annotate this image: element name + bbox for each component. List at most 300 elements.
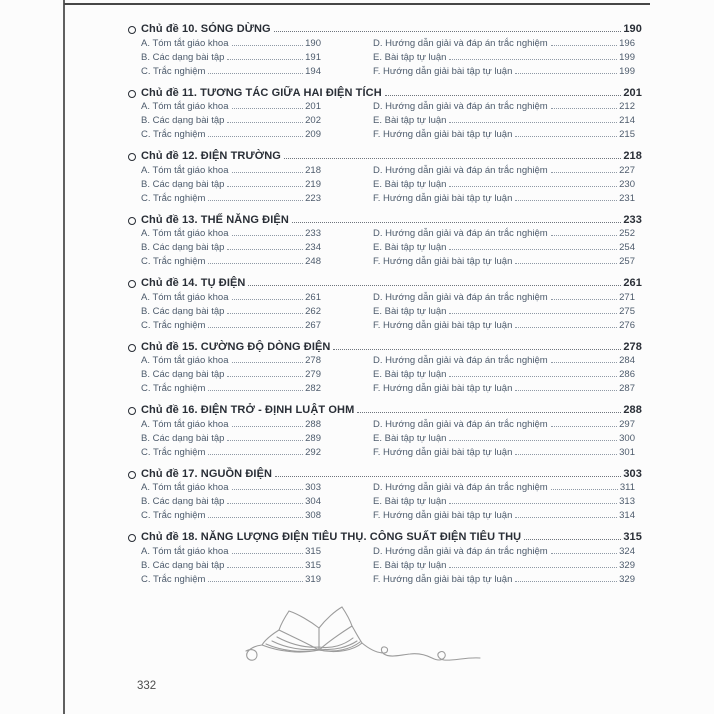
- toc-chapter: [128, 277, 642, 334]
- toc-item-label: C. Trắc nghiệm: [141, 573, 206, 585]
- toc-item: [373, 292, 635, 306]
- toc-item-label: A. Tóm tắt giáo khoa: [141, 355, 229, 366]
- toc-item-page: 275: [619, 305, 635, 317]
- toc-chapter: [128, 531, 642, 588]
- toc-item-label: F. Hướng dẫn giải bài tập tự luận: [373, 383, 513, 394]
- toc-item: [373, 383, 635, 397]
- dot-leader: [385, 95, 622, 96]
- circle-bullet-icon: [128, 407, 136, 415]
- toc-item-page: 230: [619, 178, 635, 190]
- toc-item: [141, 320, 321, 334]
- dot-leader: [449, 313, 617, 314]
- toc-item-label: B. Các dạng bài tập: [141, 51, 225, 63]
- toc-item: [373, 433, 635, 447]
- toc-right-column: [373, 101, 635, 143]
- toc-item-page: 212: [619, 101, 635, 112]
- toc-item-label: C. Trắc nghiệm: [141, 510, 206, 521]
- toc-item-label: B. Các dạng bài tập: [141, 305, 225, 317]
- toc-item-page: 214: [619, 115, 635, 126]
- toc-left-column: [141, 38, 321, 80]
- toc-item-page: 201: [305, 101, 321, 112]
- toc-chapter-heading: [128, 214, 642, 229]
- dot-leader: [515, 517, 617, 518]
- toc-chapter-columns: [128, 38, 642, 80]
- toc-chapter-title: Chủ đề 13. THẾ NĂNG ĐIỆN: [141, 213, 289, 226]
- toc-item: [141, 482, 321, 496]
- toc-item-page: 300: [619, 432, 635, 444]
- dot-leader: [248, 285, 621, 286]
- toc-item: [373, 256, 635, 270]
- toc-item: [141, 129, 321, 143]
- dot-leader: [208, 454, 303, 455]
- toc-item-label: E. Bài tập tự luận: [373, 115, 447, 126]
- toc-chapter-columns: [128, 228, 642, 270]
- dot-leader: [227, 122, 303, 123]
- toc-item: [141, 419, 321, 433]
- toc-left-column: [141, 292, 321, 334]
- toc-item-label: C. Trắc nghiệm: [141, 129, 206, 140]
- dot-leader: [515, 327, 617, 328]
- toc-item-page: 190: [305, 37, 321, 49]
- toc-item: [141, 546, 321, 560]
- toc-item-page: 324: [619, 545, 635, 557]
- toc-item-label: C. Trắc nghiệm: [141, 65, 206, 77]
- dot-leader: [208, 390, 303, 391]
- toc-item: [373, 419, 635, 433]
- toc-chapter: [128, 404, 642, 461]
- dot-leader: [232, 108, 304, 109]
- toc-item: [141, 306, 321, 320]
- toc-item-page: 301: [619, 446, 635, 458]
- toc-chapter: [128, 214, 642, 271]
- toc-item-label: B. Các dạng bài tập: [141, 242, 225, 253]
- dot-leader: [227, 186, 303, 187]
- page-edge-vertical-line: [63, 0, 65, 714]
- toc-right-column: [373, 546, 635, 588]
- toc-item-page: 289: [305, 432, 321, 444]
- dot-leader: [275, 476, 621, 477]
- toc-item: [373, 306, 635, 320]
- dot-leader: [449, 122, 617, 123]
- flourish-left-loop: [246, 645, 262, 660]
- toc-item-page: 231: [619, 192, 635, 204]
- dot-leader: [208, 517, 303, 518]
- toc-left-column: [141, 101, 321, 143]
- toc-item-page: 215: [619, 129, 635, 140]
- dot-leader: [208, 136, 303, 137]
- toc-item: [141, 193, 321, 207]
- book-page-edge-2: [272, 641, 357, 650]
- toc-item-label: E. Bài tập tự luận: [373, 559, 447, 571]
- dot-leader: [232, 235, 304, 236]
- toc-left-column: [141, 546, 321, 588]
- dot-leader: [232, 45, 304, 46]
- toc-item: [141, 560, 321, 574]
- toc-chapter-title: Chủ đề 15. CƯỜNG ĐỘ DÒNG ĐIỆN: [141, 340, 331, 353]
- toc-item-label: D. Hướng dẫn giải và đáp án trắc nghiệm: [373, 482, 548, 493]
- open-book-line-art-illustration: [238, 592, 488, 676]
- toc-item-page: 254: [619, 242, 635, 253]
- toc-item-label: A. Tóm tắt giáo khoa: [141, 101, 229, 112]
- toc-item-label: A. Tóm tắt giáo khoa: [141, 228, 229, 239]
- dot-leader: [551, 45, 617, 46]
- toc-item: [141, 433, 321, 447]
- dot-leader: [227, 313, 303, 314]
- toc-item-label: F. Hướng dẫn giải bài tập tự luận: [373, 192, 513, 204]
- toc-item: [373, 129, 635, 143]
- toc-item-page: 319: [305, 573, 321, 585]
- dot-leader: [208, 263, 303, 264]
- dot-leader: [357, 412, 621, 413]
- toc-item-label: B. Các dạng bài tập: [141, 178, 225, 190]
- toc-chapter-title: Chủ đề 18. NĂNG LƯỢNG ĐIỆN TIÊU THỤ. CÔNG SUẤT ĐIỆN TIÊU THỤ: [141, 531, 522, 543]
- dot-leader: [449, 567, 617, 568]
- dot-leader: [284, 158, 621, 159]
- dot-leader: [515, 200, 617, 201]
- toc-item: [141, 355, 321, 369]
- toc-item-label: D. Hướng dẫn giải và đáp án trắc nghiệm: [373, 355, 548, 366]
- toc-item-page: 278: [305, 355, 321, 366]
- dot-leader: [208, 581, 303, 582]
- circle-bullet-icon: [128, 280, 136, 288]
- toc-item-page: 276: [619, 319, 635, 331]
- book-page-edge-1: [277, 637, 353, 648]
- dot-leader: [449, 440, 617, 441]
- dot-leader: [551, 235, 617, 236]
- toc-item-label: C. Trắc nghiệm: [141, 383, 206, 394]
- toc-right-column: [373, 228, 635, 270]
- toc-item-label: A. Tóm tắt giáo khoa: [141, 545, 229, 557]
- toc-item-page: 297: [619, 418, 635, 430]
- toc-chapter-page: 233: [623, 213, 642, 226]
- toc-item: [141, 179, 321, 193]
- toc-item-label: F. Hướng dẫn giải bài tập tự luận: [373, 510, 513, 521]
- toc-item: [141, 292, 321, 306]
- toc-item-label: F. Hướng dẫn giải bài tập tự luận: [373, 129, 513, 140]
- toc-item: [141, 66, 321, 80]
- toc-item-page: 303: [305, 482, 321, 493]
- toc-item: [373, 115, 635, 129]
- toc-chapter-title: Chủ đề 11. TƯƠNG TÁC GIỮA HAI ĐIỆN TÍCH: [141, 86, 382, 99]
- toc-item-label: E. Bài tập tự luận: [373, 178, 447, 190]
- dot-leader: [551, 553, 617, 554]
- toc-left-column: [141, 482, 321, 524]
- toc-item-page: 287: [619, 383, 635, 394]
- toc-item-page: 199: [619, 65, 635, 77]
- toc-item: [373, 510, 635, 524]
- toc-chapter-columns: [128, 482, 642, 524]
- toc-item-page: 271: [619, 291, 635, 303]
- toc-item: [373, 242, 635, 256]
- toc-item-label: D. Hướng dẫn giải và đáp án trắc nghiệm: [373, 37, 548, 49]
- toc-left-column: [141, 419, 321, 461]
- dot-leader: [515, 454, 617, 455]
- table-of-contents: [128, 16, 642, 588]
- toc-chapter-heading: [128, 341, 642, 356]
- toc-item: [141, 256, 321, 270]
- toc-item: [373, 482, 635, 496]
- toc-item-label: E. Bài tập tự luận: [373, 496, 447, 507]
- toc-chapter-title: Chủ đề 12. ĐIỆN TRƯỜNG: [141, 150, 281, 162]
- toc-item-page: 202: [305, 115, 321, 126]
- dot-leader: [515, 263, 617, 264]
- dot-leader: [232, 489, 304, 490]
- toc-item-page: 233: [305, 228, 321, 239]
- dot-leader: [449, 503, 617, 504]
- dot-leader: [551, 299, 617, 300]
- dot-leader: [515, 136, 617, 137]
- dot-leader: [232, 172, 304, 173]
- toc-item: [373, 560, 635, 574]
- toc-item-label: C. Trắc nghiệm: [141, 256, 206, 267]
- toc-item-page: 252: [619, 228, 635, 239]
- toc-chapter: [128, 150, 642, 207]
- circle-bullet-icon: [128, 153, 136, 161]
- toc-chapter-heading: [128, 531, 642, 546]
- toc-item: [373, 355, 635, 369]
- toc-item-page: 219: [305, 178, 321, 190]
- toc-chapter-page: 218: [623, 150, 642, 162]
- toc-left-column: [141, 355, 321, 397]
- toc-item-label: D. Hướng dẫn giải và đáp án trắc nghiệm: [373, 291, 548, 303]
- toc-item-label: F. Hướng dẫn giải bài tập tự luận: [373, 573, 513, 585]
- dot-leader: [227, 503, 303, 504]
- toc-item: [141, 447, 321, 461]
- dot-leader: [515, 390, 617, 391]
- circle-bullet-icon: [128, 217, 136, 225]
- toc-right-column: [373, 482, 635, 524]
- toc-item-page: 304: [305, 496, 321, 507]
- dot-leader: [227, 249, 303, 250]
- toc-item-label: C. Trắc nghiệm: [141, 319, 206, 331]
- toc-item: [373, 165, 635, 179]
- toc-item-page: 194: [305, 65, 321, 77]
- toc-item-page: 191: [305, 51, 321, 63]
- toc-item: [141, 38, 321, 52]
- dot-leader: [227, 59, 303, 60]
- toc-chapter-title: Chủ đề 17. NGUỒN ĐIỆN: [141, 467, 273, 480]
- toc-item-page: 329: [619, 559, 635, 571]
- toc-item: [373, 66, 635, 80]
- circle-bullet-icon: [128, 90, 136, 98]
- circle-bullet-icon: [128, 471, 136, 479]
- dot-leader: [449, 249, 617, 250]
- toc-chapter-heading: [128, 404, 642, 419]
- toc-item-label: E. Bài tập tự luận: [373, 242, 447, 253]
- toc-chapter-page: 303: [623, 467, 642, 480]
- toc-chapter-page: 190: [623, 23, 642, 35]
- dot-leader: [551, 108, 617, 109]
- toc-item: [141, 574, 321, 588]
- toc-chapter-columns: [128, 419, 642, 461]
- toc-item-label: C. Trắc nghiệm: [141, 192, 206, 204]
- toc-chapter-columns: [128, 101, 642, 143]
- toc-item-page: 196: [619, 37, 635, 49]
- toc-chapter-heading: [128, 150, 642, 165]
- toc-item: [141, 165, 321, 179]
- toc-item-page: 315: [305, 545, 321, 557]
- dot-leader: [208, 327, 303, 328]
- toc-item-page: 261: [305, 291, 321, 303]
- toc-item-label: B. Các dạng bài tập: [141, 496, 225, 507]
- toc-item: [373, 369, 635, 383]
- toc-item-page: 313: [619, 496, 635, 507]
- toc-item-page: 234: [305, 242, 321, 253]
- toc-item-page: 218: [305, 164, 321, 176]
- toc-item-label: D. Hướng dẫn giải và đáp án trắc nghiệm: [373, 164, 548, 176]
- toc-item-label: D. Hướng dẫn giải và đáp án trắc nghiệm: [373, 418, 548, 430]
- toc-item-page: 223: [305, 192, 321, 204]
- toc-item-label: D. Hướng dẫn giải và đáp án trắc nghiệm: [373, 545, 548, 557]
- toc-item: [373, 574, 635, 588]
- dot-leader: [227, 567, 303, 568]
- toc-item: [373, 193, 635, 207]
- toc-item-page: 209: [305, 129, 321, 140]
- toc-chapter-heading: [128, 277, 642, 292]
- toc-item-page: 286: [619, 369, 635, 380]
- toc-item: [141, 101, 321, 115]
- toc-chapter-title: Chủ đề 10. SÓNG DỪNG: [141, 23, 271, 35]
- circle-bullet-icon: [128, 344, 136, 352]
- toc-item-label: A. Tóm tắt giáo khoa: [141, 164, 229, 176]
- dot-leader: [274, 31, 622, 32]
- dot-leader: [232, 299, 304, 300]
- dot-leader: [551, 172, 617, 173]
- toc-item-label: F. Hướng dẫn giải bài tập tự luận: [373, 65, 513, 77]
- toc-item-label: B. Các dạng bài tập: [141, 115, 225, 126]
- toc-item-page: 227: [619, 164, 635, 176]
- toc-item: [141, 115, 321, 129]
- dot-leader: [227, 376, 303, 377]
- toc-item-label: E. Bài tập tự luận: [373, 305, 447, 317]
- toc-chapter-heading: [128, 468, 642, 483]
- dot-leader: [292, 222, 621, 223]
- dot-leader: [208, 73, 303, 74]
- toc-chapter-title: Chủ đề 14. TỤ ĐIỆN: [141, 277, 246, 289]
- toc-item-label: F. Hướng dẫn giải bài tập tự luận: [373, 256, 513, 267]
- toc-item-page: 308: [305, 510, 321, 521]
- toc-chapter-columns: [128, 355, 642, 397]
- toc-chapter-page: 288: [623, 404, 642, 416]
- toc-chapter-columns: [128, 165, 642, 207]
- toc-chapter: [128, 23, 642, 80]
- dot-leader: [449, 59, 617, 60]
- toc-item-label: E. Bài tập tự luận: [373, 432, 447, 444]
- dot-leader: [551, 489, 618, 490]
- toc-right-column: [373, 355, 635, 397]
- dot-leader: [551, 362, 617, 363]
- toc-chapter-columns: [128, 292, 642, 334]
- toc-chapter-page: 278: [623, 340, 642, 353]
- toc-item-page: 262: [305, 305, 321, 317]
- toc-item-page: 282: [305, 383, 321, 394]
- toc-chapter-title: Chủ đề 16. ĐIỆN TRỞ - ĐỊNH LUẬT OHM: [141, 404, 355, 416]
- toc-item-label: A. Tóm tắt giáo khoa: [141, 291, 229, 303]
- dot-leader: [333, 349, 621, 350]
- dot-leader: [232, 362, 304, 363]
- toc-item: [373, 101, 635, 115]
- toc-chapter-columns: [128, 546, 642, 588]
- toc-item-page: 311: [619, 482, 635, 493]
- toc-item: [373, 228, 635, 242]
- toc-item-label: B. Các dạng bài tập: [141, 559, 225, 571]
- toc-right-column: [373, 38, 635, 80]
- toc-item-label: D. Hướng dẫn giải và đáp án trắc nghiệm: [373, 228, 548, 239]
- toc-item-page: 199: [619, 51, 635, 63]
- toc-item: [373, 52, 635, 66]
- dot-leader: [232, 426, 304, 427]
- toc-chapter-page: 261: [623, 277, 642, 289]
- dot-leader: [515, 581, 617, 582]
- book-left-page: [279, 611, 319, 650]
- page-edge-horizontal-line: [64, 3, 650, 5]
- toc-item: [141, 383, 321, 397]
- toc-item-page: 288: [305, 418, 321, 430]
- toc-chapter: [128, 468, 642, 525]
- toc-item: [373, 320, 635, 334]
- flourish-wavy-line: [362, 643, 480, 660]
- toc-chapter-heading: [128, 23, 642, 38]
- toc-item-page: 315: [305, 559, 321, 571]
- toc-item-page: 248: [305, 256, 321, 267]
- toc-item-page: 314: [619, 510, 635, 521]
- toc-item: [141, 228, 321, 242]
- toc-item-label: D. Hướng dẫn giải và đáp án trắc nghiệm: [373, 101, 548, 112]
- toc-item: [373, 179, 635, 193]
- toc-item-label: E. Bài tập tự luận: [373, 51, 447, 63]
- toc-item-label: F. Hướng dẫn giải bài tập tự luận: [373, 319, 513, 331]
- dot-leader: [449, 186, 617, 187]
- dot-leader: [524, 539, 621, 540]
- toc-right-column: [373, 165, 635, 207]
- toc-item-label: B. Các dạng bài tập: [141, 369, 225, 380]
- toc-item-page: 279: [305, 369, 321, 380]
- toc-chapter-heading: [128, 87, 642, 102]
- toc-item-label: B. Các dạng bài tập: [141, 432, 225, 444]
- toc-item-page: 284: [619, 355, 635, 366]
- toc-right-column: [373, 419, 635, 461]
- toc-chapter: [128, 87, 642, 144]
- toc-left-column: [141, 228, 321, 270]
- toc-item: [373, 447, 635, 461]
- toc-item: [141, 510, 321, 524]
- toc-item: [141, 496, 321, 510]
- dot-leader: [232, 553, 304, 554]
- circle-bullet-icon: [128, 534, 136, 542]
- toc-chapter-page: 201: [623, 86, 642, 99]
- toc-item-label: F. Hướng dẫn giải bài tập tự luận: [373, 446, 513, 458]
- toc-chapter: [128, 341, 642, 398]
- toc-item-label: A. Tóm tắt giáo khoa: [141, 418, 229, 430]
- toc-item-page: 267: [305, 319, 321, 331]
- toc-item: [141, 369, 321, 383]
- toc-item-page: 257: [619, 256, 635, 267]
- dot-leader: [515, 73, 617, 74]
- toc-item-page: 329: [619, 573, 635, 585]
- toc-left-column: [141, 165, 321, 207]
- toc-item: [373, 496, 635, 510]
- toc-item-label: A. Tóm tắt giáo khoa: [141, 482, 229, 493]
- dot-leader: [449, 376, 617, 377]
- toc-item: [373, 38, 635, 52]
- toc-item-page: 292: [305, 446, 321, 458]
- dot-leader: [551, 426, 617, 427]
- toc-item-label: A. Tóm tắt giáo khoa: [141, 37, 229, 49]
- page-number: 332: [137, 680, 157, 692]
- toc-item: [141, 242, 321, 256]
- toc-right-column: [373, 292, 635, 334]
- book-right-page: [319, 607, 352, 650]
